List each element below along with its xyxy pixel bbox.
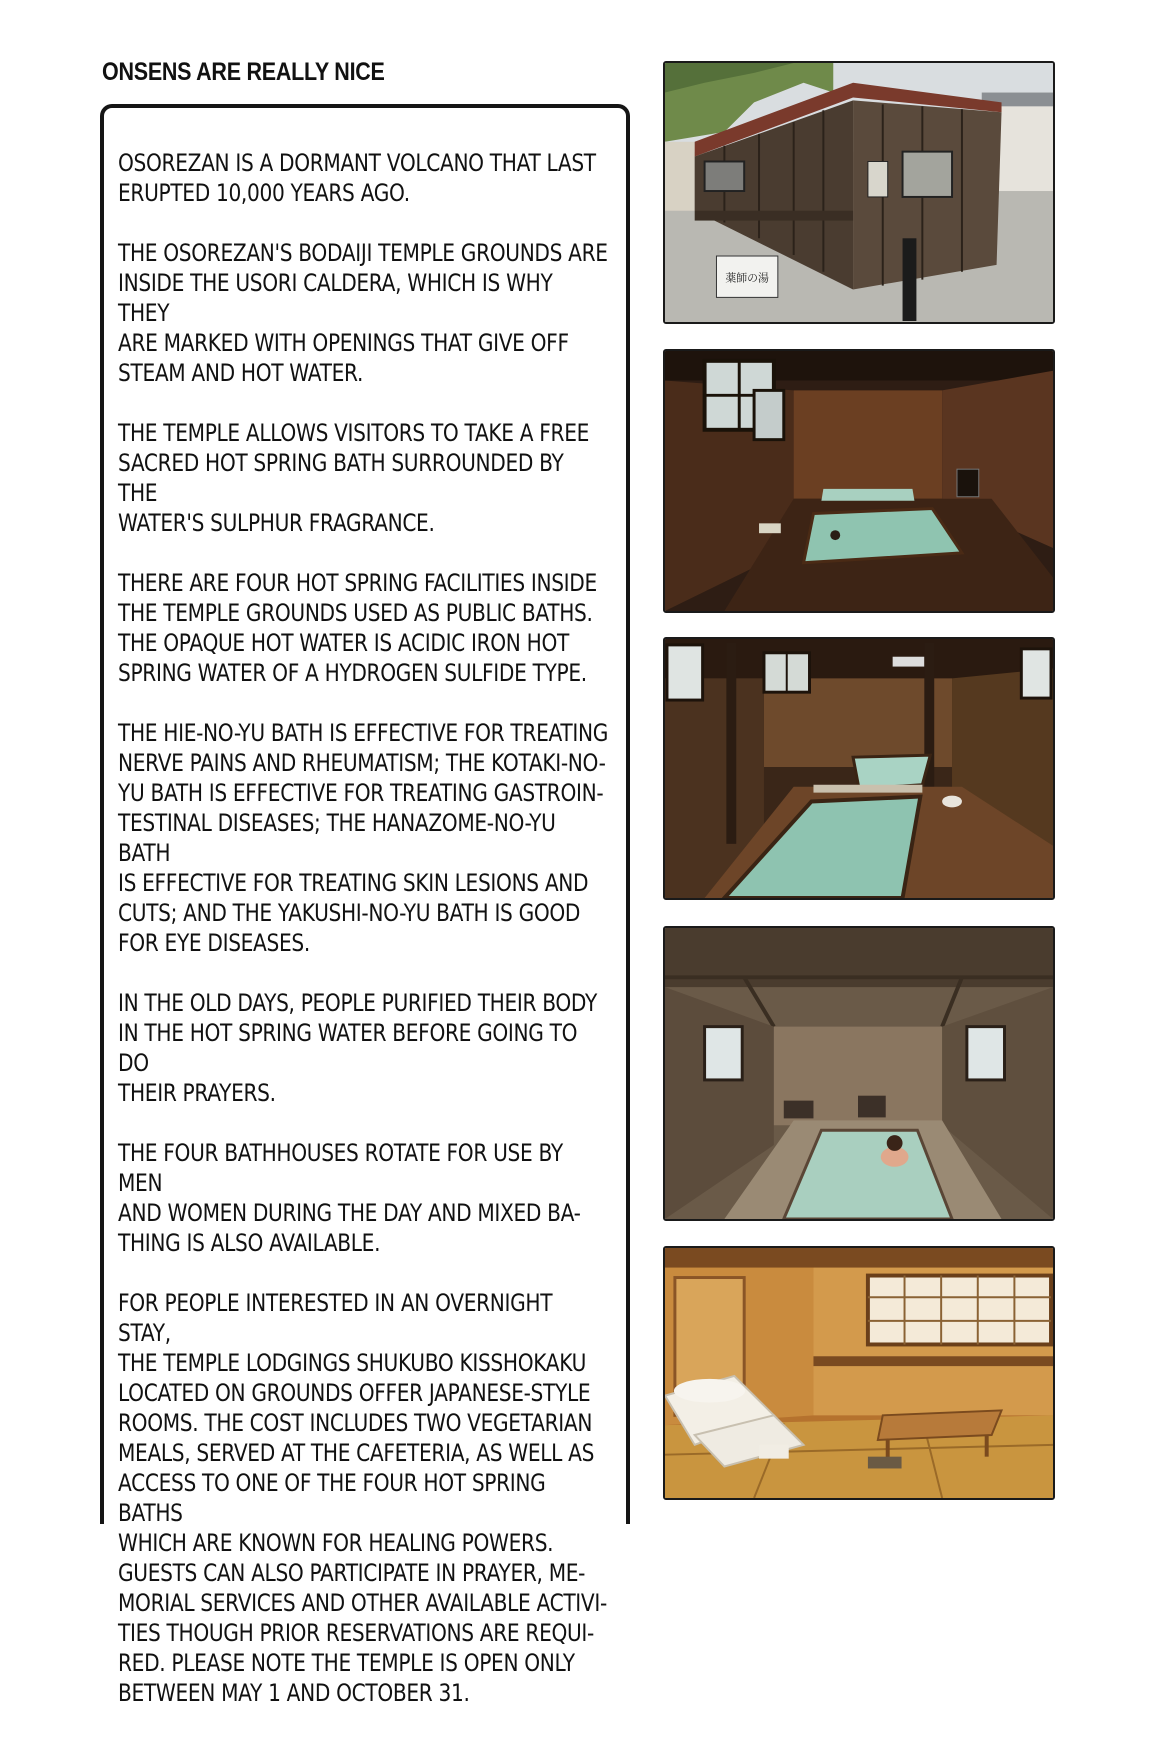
- page-title: ONSENS ARE REALLY NICE: [102, 58, 385, 86]
- paragraph-old-days: IN THE OLD DAYS, PEOPLE PURIFIED THEIR BODY IN THE HOT SPRING WATER BEFORE GOING TO DO THEIR PRAYERS.: [118, 989, 597, 1107]
- bathhouse-exterior-photo: [663, 61, 1055, 324]
- paragraph-overnight-stay: FOR PEOPLE INTERESTED IN AN OVERNIGHT STAY, THE TEMPLE LODGINGS SHUKUBO KISSHOKAKU LOCATED ON GROUNDS OFFER JAPANESE-STYLE ROOMS. THE COST INCLUDES TWO VEGETARIAN MEALS, SERVED AT THE CAFETERIA, AS WELL AS ACCESS TO ONE OF THE FOUR HOT SPRING BATHS WHICH ARE KNOWN FOR HEALING POWERS. GUESTS CAN ALSO PARTICIPATE IN PRAYER, ME- MORIAL SERVICES AND OTHER AVAILABLE ACTIVI- TIES THOUGH PRIOR RESERVATIONS ARE REQUI- RED. PLEASE NOTE THE TEMPLE IS OPEN ONLY BETWEEN MAY 1 AND OCTOBER 31.: [118, 1289, 607, 1707]
- paragraph-bath-effects: THE HIE-NO-YU BATH IS EFFECTIVE FOR TREATING NERVE PAINS AND RHEUMATISM; THE KOTAKI-NO- YU BATH IS EFFECTIVE FOR TREATING GASTROIN- TESTINAL DISEASES; THE HANAZOME-NO-YU BATH IS EFFECTIVE FOR TREATING SKIN LESIONS AND CUTS; AND THE YAKUSHI-NO-YU BATH IS GOOD FOR EYE DISEASES.: [118, 719, 608, 957]
- paragraph-rotation: THE FOUR BATHHOUSES ROTATE FOR USE BY MEN AND WOMEN DURING THE DAY AND MIXED BA- THING IS ALSO AVAILABLE.: [118, 1139, 581, 1257]
- paragraph-free-bath: THE TEMPLE ALLOWS VISITORS TO TAKE A FREE SACRED HOT SPRING BATH SURROUNDED BY THE WATER'S SULPHUR FRAGRANCE.: [118, 419, 590, 537]
- paragraph-volcano: OSOREZAN IS A DORMANT VOLCANO THAT LAST ERUPTED 10,000 YEARS AGO.: [118, 149, 596, 207]
- paragraph-temple-grounds: THE OSOREZAN'S BODAIJI TEMPLE GROUNDS ARE INSIDE THE USORI CALDERA, WHICH IS WHY THEY ARE MARKED WITH OPENINGS THAT GIVE OFF STEAM AND HOT WATER.: [118, 239, 608, 387]
- paragraph-facilities: THERE ARE FOUR HOT SPRING FACILITIES INSIDE THE TEMPLE GROUNDS USED AS PUBLIC BATHS. THE OPAQUE HOT WATER IS ACIDIC IRON HOT SPRING WATER OF A HYDROGEN SULFIDE TYPE.: [118, 569, 597, 687]
- bath-interior-photo-1: [663, 349, 1055, 613]
- tatami-room-photo: [663, 1246, 1055, 1500]
- bathhouse-sign-text: 薬師の湯: [725, 271, 769, 285]
- bath-interior-photo-2: [663, 637, 1055, 900]
- bath-interior-photo-3: [663, 926, 1055, 1221]
